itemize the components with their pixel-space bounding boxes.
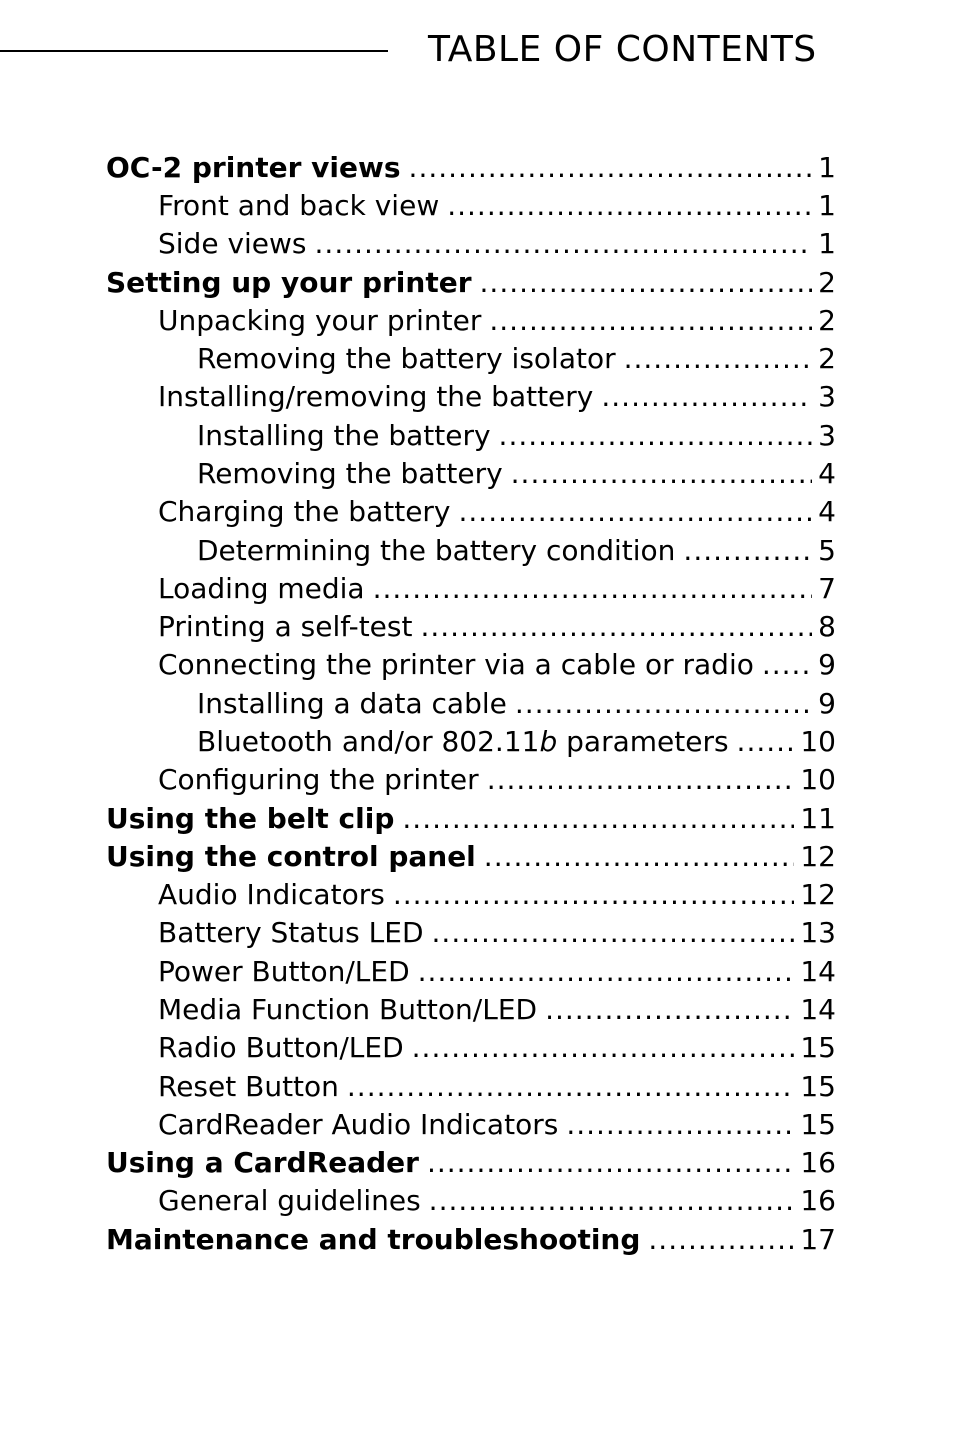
toc-page-number: 16: [800, 1184, 836, 1217]
dot-leader: [418, 953, 795, 991]
dot-leader: [315, 225, 813, 263]
toc-entry-title: Unpacking your printer: [158, 304, 482, 337]
dot-leader: [499, 417, 813, 455]
toc-entry[interactable]: [158, 187, 836, 225]
toc-entry-title: Bluetooth and/or 802.11b parameters: [197, 725, 729, 758]
toc-entry-title: OC-2 printer views: [106, 151, 401, 184]
toc-entry[interactable]: [158, 1068, 836, 1106]
dot-leader: [566, 1106, 794, 1144]
toc-entry[interactable]: [158, 225, 836, 263]
toc-entry[interactable]: [106, 838, 836, 876]
toc-page-number: 2: [818, 304, 836, 337]
toc-page-number: 4: [818, 495, 836, 528]
toc-entry[interactable]: [158, 302, 836, 340]
toc-entry[interactable]: [197, 340, 836, 378]
toc-entry-title: Battery Status LED: [158, 916, 424, 949]
toc-page-number: 9: [818, 687, 836, 720]
toc-entry[interactable]: [158, 1182, 836, 1220]
toc-entry-title: Front and back view: [158, 189, 440, 222]
dot-leader: [459, 493, 813, 531]
toc-page-number: 17: [800, 1223, 836, 1256]
toc-page-number: 8: [818, 610, 836, 643]
toc-entry[interactable]: [158, 570, 836, 608]
toc-entry-title: Using the belt clip: [106, 802, 395, 835]
dot-leader: [601, 378, 812, 416]
dot-leader: [412, 1029, 795, 1067]
toc-entry[interactable]: [106, 149, 836, 187]
toc-entry[interactable]: [158, 493, 836, 531]
dot-leader: [489, 302, 812, 340]
dot-leader: [624, 340, 813, 378]
toc-entry-title: Radio Button/LED: [158, 1031, 404, 1064]
toc-page-number: 2: [818, 342, 836, 375]
toc-page-number: 14: [800, 955, 836, 988]
dot-leader: [480, 264, 813, 302]
toc-entry-title: Power Button/LED: [158, 955, 410, 988]
toc-entry[interactable]: [106, 1221, 836, 1259]
toc-entry-title: Charging the battery: [158, 495, 451, 528]
toc-entry-title: Setting up your printer: [106, 266, 472, 299]
toc-page-number: 4: [818, 457, 836, 490]
toc-entry-title: Connecting the printer via a cable or radio: [158, 648, 754, 681]
dot-leader: [737, 723, 795, 761]
toc-entry-title: Removing the battery isolator: [197, 342, 616, 375]
toc-entry[interactable]: [158, 646, 836, 684]
dot-leader: [487, 761, 795, 799]
toc-page-number: 5: [818, 534, 836, 567]
toc-entry[interactable]: [197, 455, 836, 493]
toc-entry-title: Using the control panel: [106, 840, 476, 873]
toc-entry-title: Determining the battery condition: [197, 534, 676, 567]
toc-entry[interactable]: [158, 876, 836, 914]
toc-page-number: 10: [800, 725, 836, 758]
toc-entry-title: Installing a data cable: [197, 687, 507, 720]
toc-entry[interactable]: [197, 532, 836, 570]
dot-leader: [393, 876, 795, 914]
toc-entry-title: Removing the battery: [197, 457, 503, 490]
toc-entry-title: Loading media: [158, 572, 365, 605]
toc-page-number: 16: [800, 1146, 836, 1179]
toc-page-number: 1: [818, 189, 836, 222]
dot-leader: [648, 1221, 794, 1259]
dot-leader: [484, 838, 795, 876]
dot-leader: [447, 187, 812, 225]
toc-page-number: 12: [800, 840, 836, 873]
dot-leader: [409, 149, 813, 187]
toc-page-number: 3: [818, 380, 836, 413]
dot-leader: [432, 914, 795, 952]
dot-leader: [427, 1144, 794, 1182]
toc-page-number: 13: [800, 916, 836, 949]
toc-entry[interactable]: [197, 417, 836, 455]
toc-entry-title: Configuring the printer: [158, 763, 479, 796]
toc-page-number: 12: [800, 878, 836, 911]
toc-entry-title: Reset Button: [158, 1070, 339, 1103]
toc-entry[interactable]: [158, 378, 836, 416]
dot-leader: [347, 1068, 794, 1106]
toc-page-number: 10: [800, 763, 836, 796]
toc-entry[interactable]: [158, 1106, 836, 1144]
toc-entry[interactable]: [197, 723, 836, 761]
toc-entry-title: Installing the battery: [197, 419, 491, 452]
toc-entry[interactable]: [106, 264, 836, 302]
toc-entry-title: Side views: [158, 227, 307, 260]
dot-leader: [429, 1182, 795, 1220]
toc-entry-title: Maintenance and troubleshooting: [106, 1223, 641, 1256]
header-rule: [0, 50, 388, 52]
dot-leader: [545, 991, 794, 1029]
toc-page-number: 14: [800, 993, 836, 1026]
dot-leader: [420, 608, 812, 646]
dot-leader: [515, 685, 812, 723]
dot-leader: [402, 800, 794, 838]
dot-leader: [683, 532, 812, 570]
toc-entry[interactable]: [158, 761, 836, 799]
page-title: TABLE OF CONTENTS: [428, 29, 817, 70]
toc-entry-title: Audio Indicators: [158, 878, 385, 911]
toc-page-number: 15: [800, 1108, 836, 1141]
toc-entry[interactable]: [158, 1029, 836, 1067]
toc-page-number: 7: [818, 572, 836, 605]
dot-leader: [511, 455, 813, 493]
toc-entry[interactable]: [158, 914, 836, 952]
toc-entry-title: Printing a self-test: [158, 610, 413, 643]
toc-entry-title: CardReader Audio Indicators: [158, 1108, 559, 1141]
toc-page-number: 9: [818, 648, 836, 681]
toc-entry[interactable]: [158, 991, 836, 1029]
toc-page-number: 15: [800, 1031, 836, 1064]
toc-page-number: 11: [800, 802, 836, 835]
toc-entry[interactable]: [158, 953, 836, 991]
toc-page-number: 15: [800, 1070, 836, 1103]
toc-entry-title: Media Function Button/LED: [158, 993, 538, 1026]
dot-leader: [373, 570, 813, 608]
toc-entry-title: General guidelines: [158, 1184, 421, 1217]
toc-page-number: 1: [818, 151, 836, 184]
toc-entry-title: Installing/removing the battery: [158, 380, 594, 413]
toc-entry[interactable]: [106, 800, 836, 838]
toc-page-number: 1: [818, 227, 836, 260]
toc-entry-title: Using a CardReader: [106, 1146, 419, 1179]
toc-entry[interactable]: [106, 1144, 836, 1182]
toc-page-number: 2: [818, 266, 836, 299]
toc-entry[interactable]: [158, 608, 836, 646]
toc-entry[interactable]: [197, 685, 836, 723]
toc-page-number: 3: [818, 419, 836, 452]
dot-leader: [762, 646, 812, 684]
